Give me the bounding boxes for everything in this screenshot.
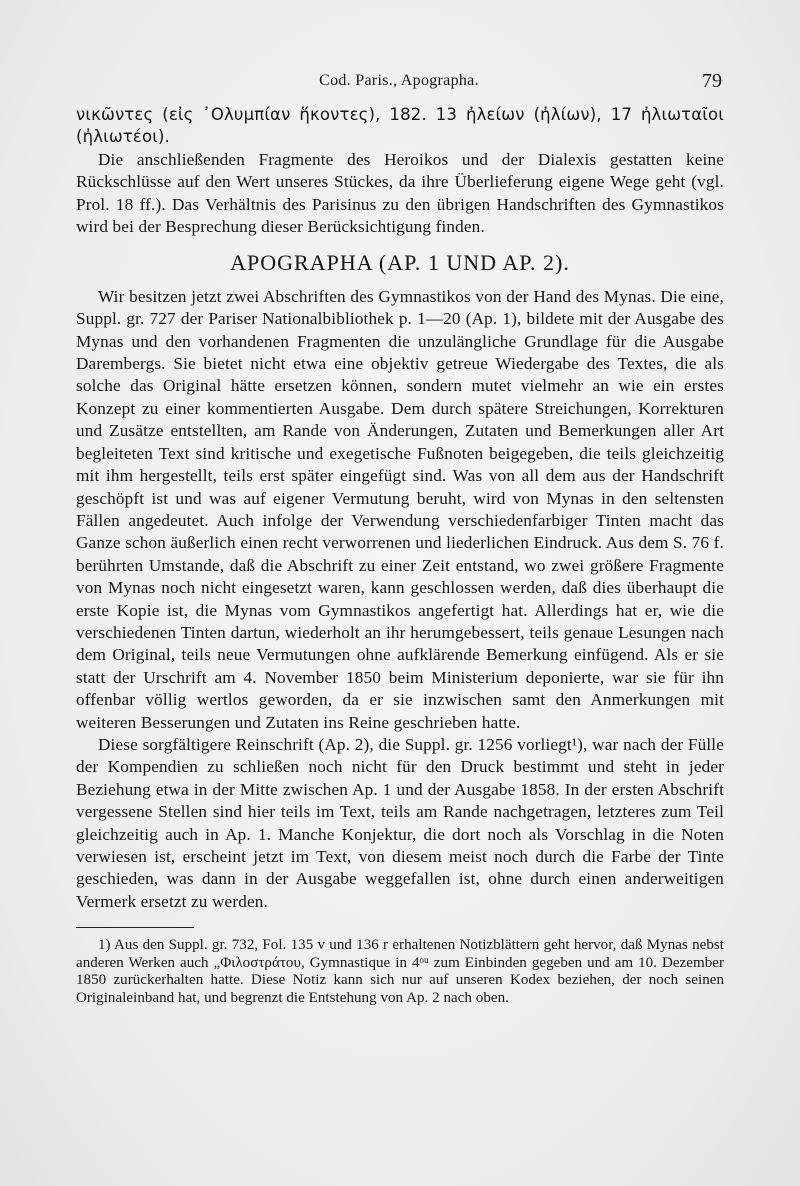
running-head: Cod. Paris., Apographa. [319,72,479,89]
footnote-label: 1) [98,937,111,954]
paragraph-ap2: Diese sorgfältigere Reinschrift (Ap. 2), die Suppl. gr. 1256 vorliegt¹), war nach der Fülle der Kompendien zu schließen noch nicht für den Druck bestimmt und steht in jeder Beziehung etwa in der Mitte zwischen Ap. 1 und der Ausgabe 1858. In der ersten Abschrift vergessene Stellen sind hier teils im Text, teils am Rande nachgetragen, letzteres zum Teil gleichzeitig auch in Ap. 1. Manche Konjektur, die dort noch als Vorschlag in die Noten verwiesen ist, erscheint jetzt im Text, von diesem meist noch durch die Farbe der Tinte geschieden, was dann in der Ausgabe weggefallen ist, ohne durch einen anderweitigen Vermerk ersetzt zu werden. [76,734,724,911]
page-header [76,70,722,96]
paragraph-ap1: Wir besitzen jetzt zwei Abschriften des Gymnastikos von der Hand des Mynas. Die eine, Suppl. gr. 727 der Pariser Nationalbibliothek p. 1—20 (Ap. 1), bildete mit der Ausgabe des Mynas und den vorhandenen Fragmenten die unzulängliche Grundlage für die Ausgabe Darembergs. Sie bietet nicht etwa eine objektiv getreue Wiedergabe des Textes, die als solche das Original hätte ersetzen können, sondern mutet vielmehr an wie ein erstes Konzept zu einer kommentierten Ausgabe. Dem durch spätere Streichungen, Korrekturen und Zusätze entstellten, am Rande von Änderungen, Zutaten und Bemerkungen aller Art begleiteten Text sind kritische und exegetische Fußnoten beigegeben, die teils gleichzeitig mit ihm hergestellt, teils erst später eingefügt sind. Was von all dem aus der Handschrift geschöpft ist und was auf eigener Vermutung beruht, wird von Mynas in den seltensten Fällen angedeutet. Auch infolge der Verwendung verschiedenfarbiger Tinten macht das Ganze schon äußerlich einen recht verworrenen und liederlichen Eindruck. Aus dem S. 76 f. berührten Umstande, daß die Abschrift zu einer Zeit entstand, wo zwei größere Fragmente von Mynas noch nicht eingesetzt waren, kann geschlossen werden, daß dies überhaupt die erste Kopie ist, die Mynas vom Gymnastikos angefertigt hat. Allerdings hat er, wie die verschiedenen Tinten dartun, wiederholt an ihr herumgebessert, teils genaue Lesungen nach dem Original, teils neue Vermutungen ohne aufklärende Bemerkung einfügend. Als er sie statt der Urschrift am 4. November 1850 beim Ministerium deponierte, war sie für ihn offenbar völlig wertlos geworden, da er sie inzwischen samt den Anmerkungen mit weiteren Besserungen und Zutaten ins Reine geschrieben hatte. [76,286,724,732]
footnote-divider [76,927,194,928]
greek-variants-line: νικῶντες (εἰς ᾿Ολυμπίαν ἥκοντες), 182. 13 ἠλείων (ἠλίων), 17 ἠλιωταῖοι (ἠλιωτέοι). [76,105,724,147]
footnote-text: Aus den Suppl. gr. 732, Fol. 135 v und 136 r erhaltenen Notizblättern geht hervor, daß Mynas nebst anderen Werken auch „Φιλοστράτου, Gymnastique in 4ᵒᵘ zum Einbinden gegeben und am 10. Dezember 1850 zurückerhalten hatte. Diese Notiz kann sich nur auf unseren Kodex beziehen, der noch seinen Originaleinband hat, und begrenzt die Entstehung von Ap. 2 nach oben. [76,937,724,1006]
main-text [76,104,724,1008]
footnote [76,937,724,1007]
page-number: 79 [702,70,722,92]
section-heading: APOGRAPHA (AP. 1 UND AP. 2). [230,250,570,276]
paragraph-fragments: Die anschließenden Fragmente des Heroikos und der Dialexis gestatten keine Rückschlüsse auf den Wert unseres Stückes, da ihre Überlieferung eigene Wege geht (vgl. Prol. 18 ff.). Das Verhältnis des Parisinus zu den übrigen Handschriften des Gymnastikos wird bei der Besprechung dieser Berücksichtigung finden. [76,149,724,237]
